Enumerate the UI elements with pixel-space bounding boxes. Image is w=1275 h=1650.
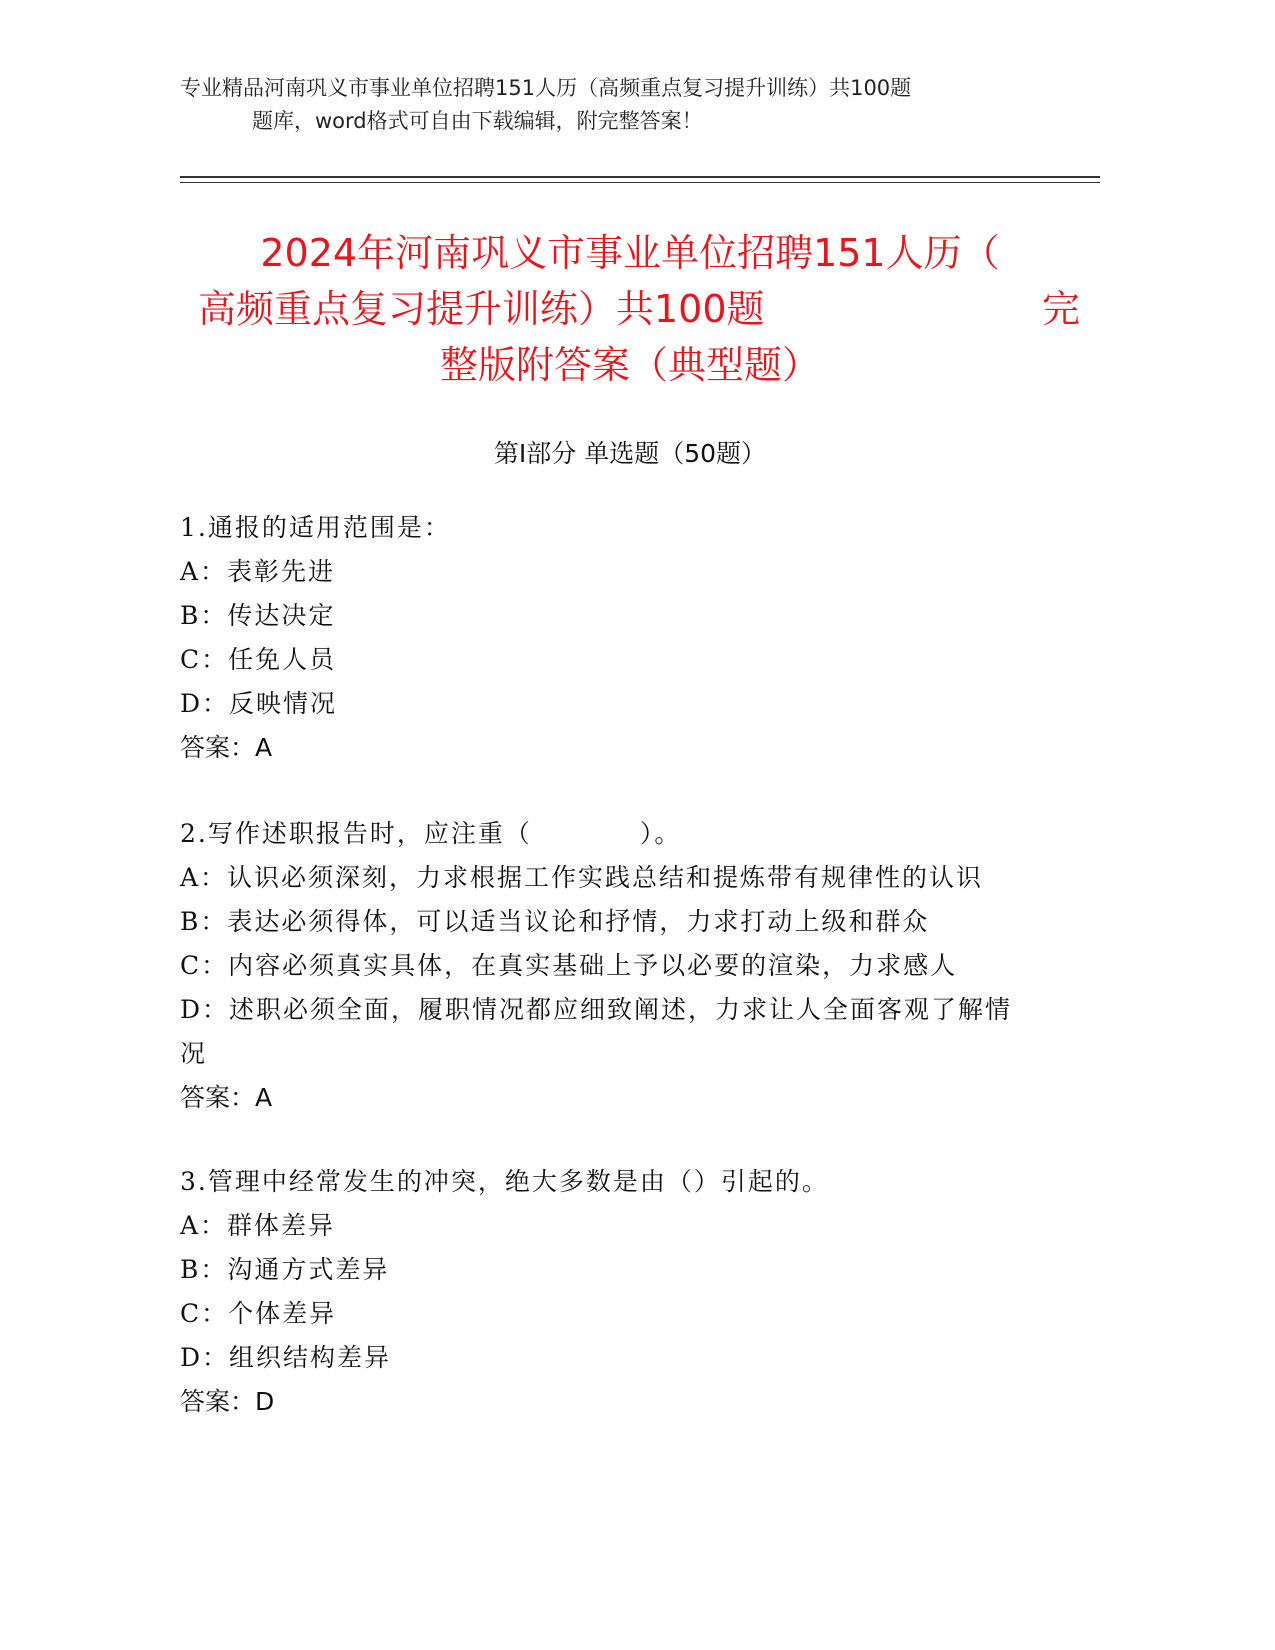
- question-text: 3.管理中经常发生的冲突，绝大多数是由（）引起的。: [180, 1167, 829, 1196]
- option-a: A：群体差异: [180, 1211, 336, 1240]
- question-block: [180, 812, 1060, 1120]
- option-a: A：认识必须深刻，力求根据工作实践总结和提炼带有规律性的认识: [180, 863, 984, 892]
- header-line-2: 题库，word格式可自由下载编辑，附完整答案！: [252, 109, 703, 133]
- question-text: 1.通报的适用范围是：: [180, 513, 451, 542]
- title-line-1: 2024年河南巩义市事业单位招聘151人历（: [260, 231, 1000, 275]
- option-b: B：传达决定: [180, 601, 336, 630]
- option-c: C：内容必须真实具体，在真实基础上予以必要的渲染，力求感人: [180, 951, 958, 980]
- header-rule-thin: [180, 182, 1100, 183]
- option-b: B：沟通方式差异: [180, 1255, 390, 1284]
- question-block: [180, 506, 1060, 770]
- option-d: D：组织结构差异: [180, 1343, 392, 1372]
- question-text: 2.写作述职报告时，应注重（ ）。: [180, 819, 682, 848]
- title-line-3: 整版附答案（典型题）: [439, 343, 820, 387]
- title-line-2-main: 高频重点复习提升训练）共100题: [198, 287, 765, 331]
- answer: 答案：A: [180, 1083, 273, 1112]
- header-line-1: 专业精品河南巩义市事业单位招聘151人历（高频重点复习提升训练）共100题: [180, 76, 912, 100]
- title-line-2: [180, 281, 1080, 337]
- option-b: B：表达必须得体，可以适当议论和抒情，力求打动上级和群众: [180, 907, 930, 936]
- section-heading: 第Ⅰ部分 单选题（50题）: [493, 439, 767, 468]
- answer: 答案：D: [180, 1387, 275, 1416]
- document-title: [180, 225, 1080, 393]
- title-line-2-end: 完: [1041, 287, 1080, 331]
- answer: 答案：A: [180, 733, 273, 762]
- option-c: C：任免人员: [180, 645, 337, 674]
- document-header: [180, 72, 1020, 138]
- question-block: [180, 1160, 1060, 1424]
- option-d: D：述职必须全面，履职情况都应细致阐述，力求让人全面客观了解情况: [180, 995, 1013, 1068]
- option-d: D：反映情况: [180, 689, 338, 718]
- header-rule-thick: [180, 176, 1100, 178]
- option-c: C：个体差异: [180, 1299, 337, 1328]
- option-a: A：表彰先进: [180, 557, 336, 586]
